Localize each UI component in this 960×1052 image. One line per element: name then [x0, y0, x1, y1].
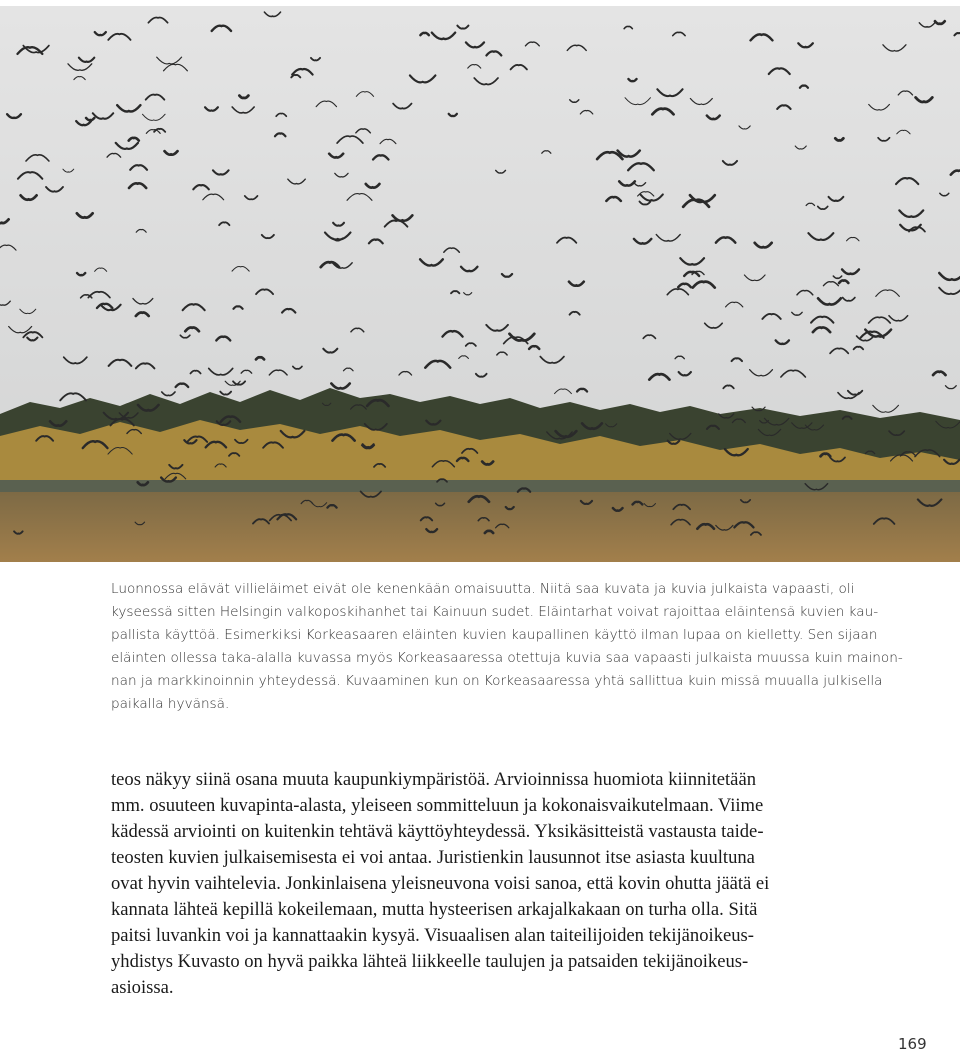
- body-line: kannata lähteä kepillä kokeilemaan, mutta hysteerisen arkajalkakaan on turha olla. Sitä: [111, 899, 758, 920]
- body-line: asioissa.: [111, 977, 174, 998]
- caption-line: Luonnossa elävät villieläimet eivät ole kenenkään omaisuutta. Niitä saa kuvata ja kuvia julkaista vapaasti, oli: [111, 581, 855, 597]
- body-line: mm. osuuteen kuvapinta-alasta, yleiseen sommitteluun ja kokonaisvaikutelmaan. Viime: [111, 795, 764, 816]
- page-number: 169: [898, 1035, 927, 1052]
- caption-line: eläinten ollessa taka-alalla kuvassa myös Korkeasaaressa otettuja kuvia saa vapaasti julkaista muussa kuin mainon-: [111, 650, 903, 666]
- photo-illustration: [0, 6, 960, 562]
- body-line: ovat hyvin vaihtelevia. Jonkinlaisena yleisneuvona voisi sanoa, että kovin ohutta jäätä ei: [111, 873, 770, 894]
- field: [0, 492, 960, 562]
- caption-line: pallista käyttöä. Esimerkiksi Korkeasaaren eläinten kuvien kaupallinen käyttö ilman lupaa on kielletty. Sen sijaan: [111, 627, 878, 643]
- body-line: paitsi luvankin voi ja kannattaakin kysyä. Visuaalisen alan taiteilijoiden tekijänoikeus-: [111, 925, 754, 946]
- photo-birds-flying: [0, 6, 960, 562]
- body-paragraph: [111, 767, 871, 1001]
- body-line: kädessä arviointi on kuitenkin tehtävä käyttöyhteydessä. Yksikäsitteistä vastausta taide-: [111, 821, 764, 842]
- caption-line: nan ja markkinoinnin yhteydessä. Kuvaaminen kun on Korkeasaaressa yhtä sallittua kuin missä muualla julkisella: [111, 673, 883, 689]
- body-line: teosten kuvien julkaisemisesta ei voi antaa. Juristienkin lausunnot itse asiasta kuultuna: [111, 847, 755, 868]
- body-line: teos näkyy siinä osana muuta kaupunkiympäristöä. Arvioinnissa huomiota kiinnitetään: [111, 769, 756, 790]
- caption-line: paikalla hyvänsä.: [111, 696, 230, 712]
- caption-line: kyseessä sitten Helsingin valkoposkihanhet tai Kainuun sudet. Eläintarhat voivat rajoittaa eläintensä kuvien kau-: [111, 604, 879, 620]
- body-line: yhdistys Kuvasto on hyvä paikka lähteä liikkeelle taulujen ja patsaiden tekijänoikeus-: [111, 951, 749, 972]
- road: [0, 480, 960, 494]
- photo-caption: [111, 578, 903, 716]
